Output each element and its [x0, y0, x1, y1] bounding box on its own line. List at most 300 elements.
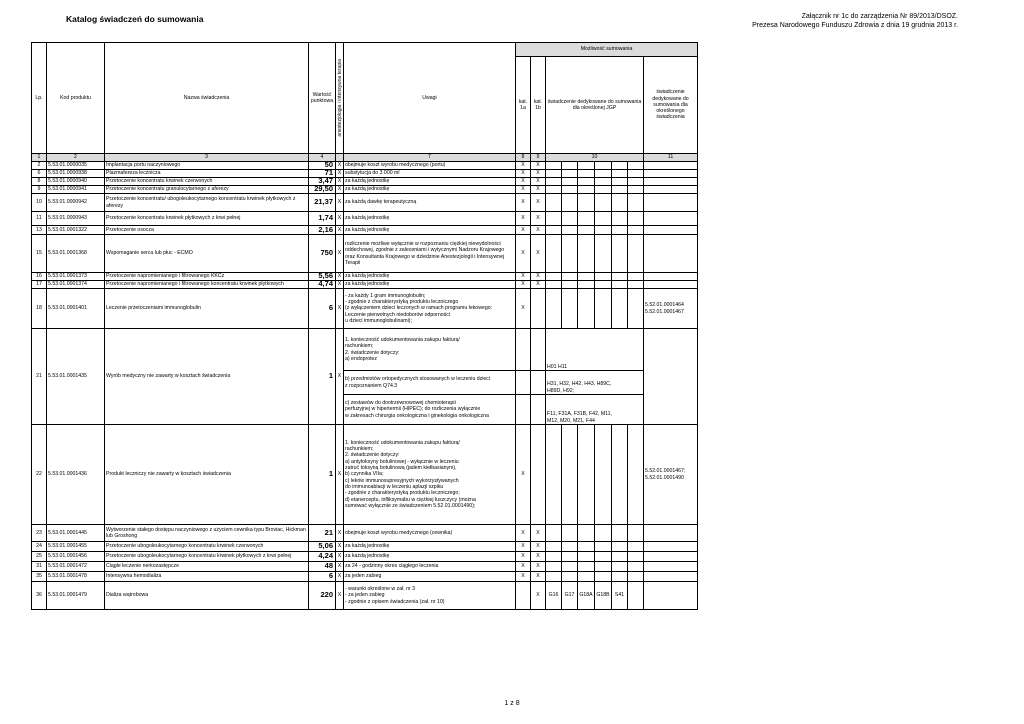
cell-jgp-code: [612, 178, 628, 186]
table-row: [32, 178, 698, 186]
cell-nazwa: Intensywna hemodializa: [105, 572, 309, 582]
cell-jgp-code: [562, 425, 578, 525]
cell-kat-1a: X: [516, 562, 531, 572]
cell-anest-x: X: [336, 194, 344, 212]
cell-kat-1b: X: [531, 170, 546, 178]
cell-jgp-code: [595, 425, 612, 525]
cell-kat-1b: X: [531, 273, 546, 281]
cell-nazwa: Leczenie przetoczeniami immunoglobulin: [105, 289, 309, 329]
colnum: 7: [344, 154, 516, 162]
cell-jgp-code: [612, 273, 628, 281]
header-wartosc: Wartość punktowa: [309, 43, 336, 154]
cell-jgp-code: [546, 525, 562, 542]
cell-kat-1a: X: [516, 273, 531, 281]
cell-jgp-code: [562, 162, 578, 170]
cell-dedykowane: [644, 226, 698, 235]
reference-line-2: Prezesa Narodowego Funduszu Zdrowia z dnia 19 grudnia 2013 r.: [752, 22, 958, 29]
cell-jgp-code: [578, 281, 595, 289]
cell-jgp-code: [595, 542, 612, 552]
cell-kat-1a: X: [516, 542, 531, 552]
cell-jgp-code: [578, 162, 595, 170]
cell-nazwa: Przetoczenie napromienianego i filtrowanego KKCz: [105, 273, 309, 281]
document-reference: [752, 12, 958, 30]
cell-jgp-code: [578, 525, 595, 542]
header-uwagi: Uwagi: [344, 43, 516, 154]
cell-jgp-code: G18B: [595, 582, 612, 610]
cell-anest-x: X: [336, 552, 344, 562]
cell-jgp-code: [612, 226, 628, 235]
cell-kod: 5.53.01.0001374: [47, 281, 105, 289]
cell-jgp-code: [628, 552, 644, 562]
cell-jgp-code: [578, 273, 595, 281]
cell-jgp-code: [595, 162, 612, 170]
cell-kat-1b: X: [531, 552, 546, 562]
cell-kat-1a: X: [516, 425, 531, 525]
cell-kat-1b: X: [531, 572, 546, 582]
cell-nazwa: Wyrób medyczny nie zawarty w kosztach świadczenia: [105, 329, 309, 425]
cell-jgp-code: [612, 525, 628, 542]
cell-wartosc: 1: [309, 329, 336, 425]
cell-nazwa: Produkt leczniczy nie zawarty w kosztach świadczenia: [105, 425, 309, 525]
cell-uwagi: za 24 - godzinny okres ciągłego leczenia: [344, 562, 516, 572]
cell-lp: 16: [32, 273, 47, 281]
colnum: 4: [309, 154, 336, 162]
cell-wartosc: 5,06: [309, 542, 336, 552]
cell-lp: 15: [32, 235, 47, 273]
cell-anest-x: X: [336, 329, 344, 425]
header-kat-1a: kat. 1a: [516, 57, 531, 154]
cell-dedykowane: [644, 170, 698, 178]
cell-lp: 13: [32, 226, 47, 235]
cell-kat-1b: X: [531, 542, 546, 552]
cell-jgp: H01 H11: [546, 329, 644, 371]
cell-uwagi: - za każdy 1 gram immunoglobulin; - zgodnie z charakterystyką produktu leczniczego (z wyłączeniem dzieci leczonych w ramach programu lekowego: Leczenie pierwotnych niedoborów odporności u dzieci immunoglobulinami);: [344, 289, 516, 329]
cell-uwagi: substytucja do 3 000 ml: [344, 170, 516, 178]
cell-jgp-code: [578, 170, 595, 178]
header-mozliwosc-sumowania: Możliwość sumowania: [516, 43, 698, 57]
colnum: 1: [32, 154, 47, 162]
cell-nazwa: Przetoczenie koncentratu krwinek płytkowych z krwi pełnej: [105, 212, 309, 226]
cell-wartosc: 2,16: [309, 226, 336, 235]
cell-dedykowane: [644, 329, 698, 425]
colnum: [336, 154, 344, 162]
cell-anest-x: X: [336, 212, 344, 226]
cell-dedykowane: [644, 178, 698, 186]
cell-nazwa: Przetoczenie koncentratu granulocytarnego z aferezy: [105, 186, 309, 194]
cell-nazwa: Przetoczenie osocza: [105, 226, 309, 235]
cell-nazwa: Implantacja portu naczyniowego: [105, 162, 309, 170]
cell-jgp-code: [628, 235, 644, 273]
header-jgp: świadczenie dedykowane do sumowania dla określonej JGP: [546, 57, 644, 154]
cell-jgp-code: [546, 170, 562, 178]
cell-jgp-code: [578, 194, 595, 212]
cell-uwagi: za każdą jednostkę: [344, 212, 516, 226]
cell-wartosc: 71: [309, 170, 336, 178]
cell-kod: 5.53.01.0001456: [47, 552, 105, 562]
cell-dedykowane: [644, 542, 698, 552]
cell-kat-1a: X: [516, 525, 531, 542]
table-row: [32, 162, 698, 170]
cell-jgp-code: [562, 186, 578, 194]
cell-kod: 5.53.01.0000941: [47, 186, 105, 194]
catalog-table: [31, 42, 698, 610]
cell-jgp-code: [628, 194, 644, 212]
cell-kat-1b: [531, 425, 546, 525]
cell-nazwa: Przetoczenie koncentratu krwinek czerwonych: [105, 178, 309, 186]
cell-jgp-code: [595, 178, 612, 186]
cell-lp: 8: [32, 178, 47, 186]
cell-uwagi: c) zestawów do dootrzewnowowej chemioterapii perfuzyjnej w hipertermii (HIPEC); do rozliczenia wyłącznie w zakresach chirurgia onkologiczna i ginekologia onkologiczna: [344, 395, 516, 425]
cell-dedykowane: [644, 582, 698, 610]
cell-kod: 5.53.01.0000943: [47, 212, 105, 226]
cell-jgp-code: [578, 178, 595, 186]
cell-jgp-code: [628, 170, 644, 178]
cell-kat-1a: X: [516, 186, 531, 194]
cell-jgp-code: [595, 273, 612, 281]
cell-lp: 23: [32, 525, 47, 542]
reference-line-1: Załącznik nr 1c do zarządzenia Nr 89/2013/DSOZ.: [801, 13, 958, 20]
cell-kat-1b: [531, 371, 546, 395]
cell-uwagi: za każdą jednostkę: [344, 552, 516, 562]
header-lp: Lp.: [32, 43, 47, 154]
cell-jgp-code: [595, 525, 612, 542]
cell-jgp-code: [595, 235, 612, 273]
cell-kat-1b: X: [531, 212, 546, 226]
cell-jgp-code: [612, 235, 628, 273]
cell-lp: 25: [32, 552, 47, 562]
cell-kat-1a: [516, 371, 531, 395]
cell-jgp-code: [546, 542, 562, 552]
cell-wartosc: 21: [309, 525, 336, 542]
cell-jgp-code: [546, 162, 562, 170]
cell-jgp-code: [595, 194, 612, 212]
cell-jgp-code: [546, 226, 562, 235]
cell-kat-1b: [531, 329, 546, 371]
cell-nazwa: Przetoczenie ubogoleukocytarnego koncentratu krwinek czerwonych: [105, 542, 309, 552]
cell-jgp-code: [562, 552, 578, 562]
cell-kat-1a: X: [516, 281, 531, 289]
table-row: [32, 425, 698, 525]
cell-jgp-code: [628, 542, 644, 552]
cell-nazwa: Ciągłe leczenie nerkozastępcze: [105, 562, 309, 572]
cell-wartosc: 4,24: [309, 552, 336, 562]
cell-jgp-code: [546, 289, 562, 329]
cell-jgp-code: [628, 273, 644, 281]
cell-jgp-code: [628, 425, 644, 525]
cell-jgp-code: [628, 178, 644, 186]
table-row: [32, 525, 698, 542]
cell-dedykowane: [644, 186, 698, 194]
cell-lp: 22: [32, 425, 47, 525]
cell-dedykowane: [644, 194, 698, 212]
colnum: 8: [516, 154, 531, 162]
cell-jgp-code: [562, 289, 578, 329]
cell-uwagi: za każdą jednostkę: [344, 226, 516, 235]
cell-anest-x: X: [336, 170, 344, 178]
cell-jgp-code: [612, 425, 628, 525]
table-row: [32, 212, 698, 226]
cell-jgp-code: G16: [546, 582, 562, 610]
cell-jgp-code: [546, 178, 562, 186]
page-number: 1 z 8: [504, 700, 520, 707]
cell-kod: 5.53.01.0001401: [47, 289, 105, 329]
cell-kod: 5.53.01.0000942: [47, 194, 105, 212]
cell-anest-x: X: [336, 562, 344, 572]
cell-nazwa: Przetoczenie koncentratu/ ubogoleukocytarnego koncentratu krwinek płytkowych z aferezy: [105, 194, 309, 212]
cell-jgp-code: [562, 212, 578, 226]
cell-jgp-code: [628, 226, 644, 235]
cell-uwagi: za każdą jednostkę: [344, 186, 516, 194]
cell-jgp-code: [562, 178, 578, 186]
cell-jgp-code: [628, 582, 644, 610]
cell-kat-1b: X: [531, 194, 546, 212]
cell-lp: 2: [32, 162, 47, 170]
colnum: 3: [105, 154, 309, 162]
cell-jgp-code: [578, 542, 595, 552]
cell-kod: 5.53.01.0001455: [47, 542, 105, 552]
cell-jgp-code: [628, 289, 644, 329]
cell-jgp-code: [628, 162, 644, 170]
cell-uwagi: obejmuje koszt wyrobu medycznego (portu): [344, 162, 516, 170]
cell-wartosc: 5,56: [309, 273, 336, 281]
cell-anest-x: X: [336, 572, 344, 582]
cell-kat-1b: X: [531, 178, 546, 186]
cell-kod: 5.53.01.0001472: [47, 562, 105, 572]
table-row: [32, 552, 698, 562]
cell-jgp-code: [595, 562, 612, 572]
cell-anest-x: X: [336, 178, 344, 186]
cell-anest-x: X: [336, 281, 344, 289]
cell-kat-1b: X: [531, 562, 546, 572]
cell-jgp-code: [546, 425, 562, 525]
header-kod: Kod produktu: [47, 43, 105, 154]
cell-jgp-code: [546, 273, 562, 281]
cell-jgp-code: [595, 281, 612, 289]
cell-jgp-code: [578, 212, 595, 226]
cell-jgp-code: [628, 281, 644, 289]
cell-jgp-code: [578, 572, 595, 582]
cell-dedykowane: [644, 162, 698, 170]
cell-jgp-code: [612, 289, 628, 329]
header-nazwa: Nazwa świadczenia: [105, 43, 309, 154]
cell-jgp-code: [628, 572, 644, 582]
table-row: [32, 186, 698, 194]
table-row: [32, 562, 698, 572]
table-row: [32, 289, 698, 329]
cell-wartosc: 220: [309, 582, 336, 610]
cell-jgp-code: [612, 281, 628, 289]
cell-kat-1b: X: [531, 281, 546, 289]
cell-jgp-code: [562, 273, 578, 281]
cell-kat-1a: X: [516, 170, 531, 178]
table-row: [32, 273, 698, 281]
table-row: [32, 226, 698, 235]
header-kat-1b: kat. 1b: [531, 57, 546, 154]
cell-jgp-code: [578, 562, 595, 572]
cell-jgp-code: [578, 552, 595, 562]
cell-wartosc: 750: [309, 235, 336, 273]
cell-kat-1b: X: [531, 226, 546, 235]
cell-jgp-code: [562, 542, 578, 552]
cell-anest-x: X: [336, 226, 344, 235]
cell-kat-1b: X: [531, 525, 546, 542]
cell-jgp-code: [562, 562, 578, 572]
cell-kat-1a: [516, 329, 531, 371]
cell-jgp-code: [562, 525, 578, 542]
table-row: [32, 542, 698, 552]
cell-kod: 5.53.01.0001435: [47, 329, 105, 425]
column-number-row: [32, 154, 698, 162]
cell-kat-1a: X: [516, 212, 531, 226]
cell-kod: 5.53.01.0000940: [47, 178, 105, 186]
cell-kod: 5.53.01.0001373: [47, 273, 105, 281]
cell-lp: 35: [32, 572, 47, 582]
cell-jgp-code: [612, 170, 628, 178]
cell-uwagi: za każdą jednostkę: [344, 178, 516, 186]
cell-wartosc: 3,47: [309, 178, 336, 186]
cell-jgp-code: [628, 186, 644, 194]
cell-nazwa: Wytworzenie stałego dostępu naczyniowego z użyciem cewnika typu Broviac, Hickman lub Groshong: [105, 525, 309, 542]
cell-jgp-code: [595, 226, 612, 235]
cell-uwagi: 1. konieczność udokumentowania zakupu fakturą/ rachunkiem; 2. świadczenie dotyczy: a) antytoksyny botulinowej - wyłącznie w leczeniu zatruć toksyną botulinową (jadem kiełbasianym), b) czynnika VIIa; c) leków immunosupresyjnych wykorzystywanych do immunoablacji w leczeniu aplazji szpiku - zgodnie z charakterystyką produktu leczniczego; d) etanerceptu, infliksymabu w ciężkiej łuszczycy (można sumować wyłącznie ze świadczeniem 5.52.01.0001490);: [344, 425, 516, 525]
cell-jgp-code: [546, 235, 562, 273]
cell-anest-x: X: [336, 425, 344, 525]
cell-wartosc: 1,74: [309, 212, 336, 226]
cell-jgp-code: [595, 572, 612, 582]
cell-lp: 17: [32, 281, 47, 289]
cell-jgp-code: [612, 212, 628, 226]
cell-kod: 5.53.01.0000938: [47, 170, 105, 178]
cell-jgp-code: [595, 170, 612, 178]
cell-kat-1b: X: [531, 582, 546, 610]
cell-dedykowane: [644, 273, 698, 281]
cell-uwagi: za każdą jednostkę: [344, 273, 516, 281]
table-row: [32, 170, 698, 178]
colnum: 11: [644, 154, 698, 162]
cell-nazwa: Przetoczenie ubogoleukocytarnego koncentratu krwinek płytkowych z krwi pełnej: [105, 552, 309, 562]
cell-kat-1a: X: [516, 289, 531, 329]
cell-kat-1a: [516, 395, 531, 425]
cell-kat-1b: X: [531, 235, 546, 273]
cell-lp: 36: [32, 582, 47, 610]
cell-jgp-code: [562, 572, 578, 582]
cell-nazwa: Wspomaganie serca lub płuc - ECMO: [105, 235, 309, 273]
cell-wartosc: 50: [309, 162, 336, 170]
cell-kat-1a: [516, 582, 531, 610]
header-anestezjologia-text: anestezjologia i intensywna terapia: [337, 59, 343, 137]
cell-jgp-code: [612, 542, 628, 552]
cell-jgp-code: G17: [562, 582, 578, 610]
cell-uwagi: za jeden zabieg: [344, 572, 516, 582]
cell-wartosc: 29,50: [309, 186, 336, 194]
cell-kod: 5.53.01.0001445: [47, 525, 105, 542]
cell-anest-x: X: [336, 162, 344, 170]
cell-jgp-code: [628, 562, 644, 572]
cell-uwagi: za każdą dawkę terapeutyczną: [344, 194, 516, 212]
cell-uwagi: 1. konieczność udokumentowania zakupu fakturą/ rachunkiem; 2. świadczenie dotyczy: a) endoprotez: [344, 329, 516, 371]
cell-kod: 5.53.01.0001322: [47, 226, 105, 235]
cell-jgp-code: [612, 552, 628, 562]
cell-jgp: F11, F31A, F31B, F42, M11, M12, M20, M21, F44: [546, 395, 644, 425]
colnum: 10: [546, 154, 644, 162]
cell-jgp-code: [612, 186, 628, 194]
cell-uwagi: za każdą jednostkę: [344, 542, 516, 552]
cell-jgp-code: [562, 235, 578, 273]
colnum: 9: [531, 154, 546, 162]
cell-jgp-code: [578, 425, 595, 525]
cell-kat-1b: [531, 289, 546, 329]
table-row: [32, 235, 698, 273]
header-dedykowane: świadczenie dedykowane do sumowania dla określonego świadczenia: [644, 57, 698, 154]
cell-kat-1a: X: [516, 552, 531, 562]
cell-kod: 5.53.01.0001436: [47, 425, 105, 525]
cell-anest-x: X: [336, 186, 344, 194]
cell-jgp-code: [595, 289, 612, 329]
cell-jgp-code: [612, 572, 628, 582]
cell-jgp-code: [612, 194, 628, 212]
header-anestezjologia: [336, 43, 344, 154]
cell-jgp-code: [595, 212, 612, 226]
colnum: 2: [47, 154, 105, 162]
cell-lp: 6: [32, 170, 47, 178]
cell-kat-1b: [531, 395, 546, 425]
cell-kat-1a: X: [516, 178, 531, 186]
cell-dedykowane: [644, 235, 698, 273]
cell-dedykowane: [644, 572, 698, 582]
cell-dedykowane: [644, 525, 698, 542]
cell-wartosc: 1: [309, 425, 336, 525]
cell-wartosc: 6: [309, 572, 336, 582]
cell-jgp-code: [628, 525, 644, 542]
cell-jgp: H31, H32, H42, H43, H89C, H89D, H92;: [546, 371, 644, 395]
cell-jgp-code: [612, 162, 628, 170]
cell-dedykowane: 5.52.01.0001464 5.52.01.0001467: [644, 289, 698, 329]
cell-lp: 31: [32, 562, 47, 572]
cell-lp: 24: [32, 542, 47, 552]
cell-jgp-code: [628, 212, 644, 226]
cell-jgp-code: [595, 186, 612, 194]
cell-kat-1a: X: [516, 226, 531, 235]
cell-uwagi: b) przedmiotów ortopedycznych stosowanych w leczeniu dzieci z rozpoznaniem Q74.3: [344, 371, 516, 395]
cell-kat-1a: X: [516, 235, 531, 273]
cell-nazwa: Przetoczenie napromienianego i filtrowanego koncentratu krwinek płytkowych: [105, 281, 309, 289]
cell-kod: 5.53.01.0001368: [47, 235, 105, 273]
cell-dedykowane: [644, 552, 698, 562]
cell-uwagi: rozliczenie możliwe wyłącznie w rozpoznaniu ciężkiej niewydolności oddechowej, zgodnie z zaleceniami i wytycznymi Nadzoru Krajowego oraz Konsultanta Krajowego w dziedzinie Anestezjologii i Intensywnej Terapii: [344, 235, 516, 273]
cell-jgp-code: [595, 552, 612, 562]
cell-wartosc: 48: [309, 562, 336, 572]
cell-wartosc: 21,37: [309, 194, 336, 212]
cell-wartosc: 4,74: [309, 281, 336, 289]
cell-lp: 10: [32, 194, 47, 212]
table-row: [32, 194, 698, 212]
cell-dedykowane: 5.52.01.0001467; 5.52.01.0001490: [644, 425, 698, 525]
cell-jgp-code: [546, 572, 562, 582]
cell-anest-x: X: [336, 525, 344, 542]
cell-lp: 18: [32, 289, 47, 329]
cell-kat-1a: X: [516, 572, 531, 582]
cell-jgp-code: G18A: [578, 582, 595, 610]
cell-jgp-code: [546, 281, 562, 289]
cell-kat-1a: X: [516, 194, 531, 212]
cell-nazwa: Plazmafereza lecznicza: [105, 170, 309, 178]
cell-anest-x: X: [336, 235, 344, 273]
cell-jgp-code: [578, 235, 595, 273]
cell-jgp-code: [562, 226, 578, 235]
cell-jgp-code: [546, 562, 562, 572]
cell-jgp-code: [578, 226, 595, 235]
cell-kat-1b: X: [531, 186, 546, 194]
